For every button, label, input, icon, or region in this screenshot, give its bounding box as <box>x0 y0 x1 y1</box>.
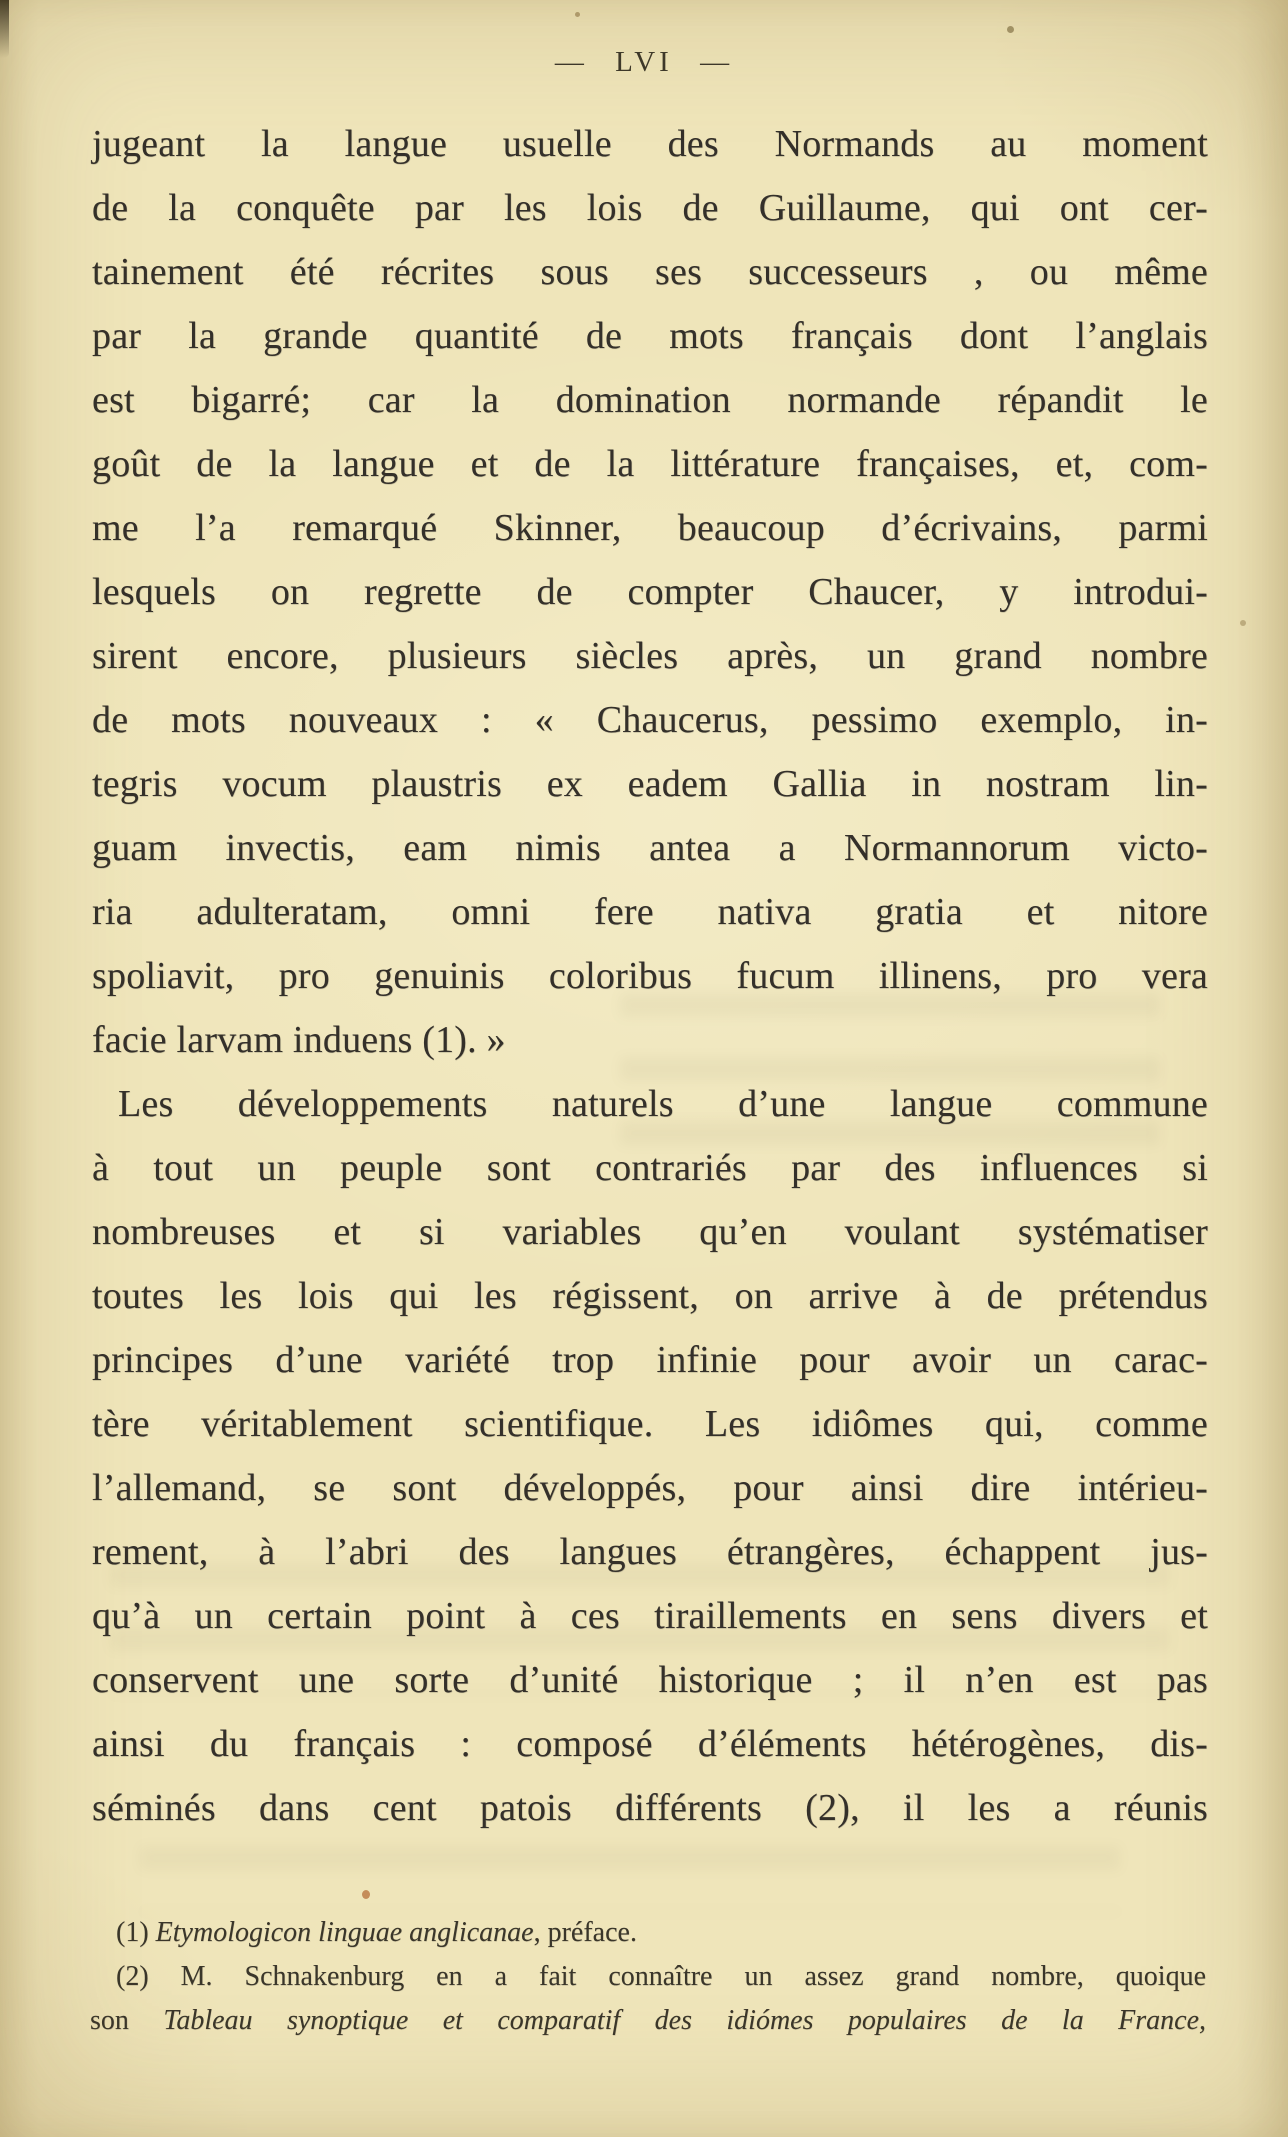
text-segment: (1) <box>116 1917 156 1948</box>
text-line: de mots nouveaux : « Chaucerus, pessimo exemplo, in- <box>92 699 1208 741</box>
paragraph <box>92 1072 1208 1840</box>
paper-speck <box>575 12 580 17</box>
text-segment: , préface. <box>533 1917 637 1948</box>
text-line: par la grande quantité de mots français dont l’anglais <box>92 315 1208 357</box>
paper-speck <box>362 1890 370 1899</box>
text-line: sirent encore, plusieurs siècles après, un grand nombre <box>92 635 1208 677</box>
text-line: conservent une sorte d’unité historique ; il n’en est pas <box>92 1659 1208 1701</box>
text-line: toutes les lois qui les régissent, on arrive à de prétendus <box>92 1275 1208 1317</box>
text-segment: (2) M. Schnakenburg en a fait connaître un assez grand nombre, quoique <box>116 1961 1206 1992</box>
text-line: spoliavit, pro genuinis coloribus fucum illinens, pro vera <box>92 955 1208 997</box>
text-line: lesquels on regrette de compter Chaucer, y introdui- <box>92 571 1208 613</box>
text-line: tère véritablement scientifique. Les idiômes qui, comme <box>92 1403 1208 1445</box>
footnote-line <box>90 1999 1206 2043</box>
text-segment: Tableau synoptique et comparatif des idiómes populaires de la France, <box>163 2005 1206 2036</box>
text-line: guam invectis, eam nimis antea a Normannorum victo- <box>92 827 1208 869</box>
paragraph <box>92 112 1208 1072</box>
text-line: nombreuses et si variables qu’en voulant systématiser <box>92 1211 1208 1253</box>
text-segment: son <box>90 2005 164 2036</box>
text-line: est bigarré; car la domination normande répandit le <box>92 379 1208 421</box>
ink-bleed-through <box>140 1828 1120 1913</box>
text-line: à tout un peuple sont contrariés par des influences si <box>92 1147 1208 1189</box>
main-text-block <box>92 112 1208 1840</box>
text-line: ainsi du français : composé d’éléments hétérogènes, dis- <box>92 1723 1208 1765</box>
paper-speck <box>1240 620 1246 626</box>
text-line: principes d’une variété trop infinie pour avoir un carac- <box>92 1339 1208 1381</box>
text-line: tainement été récrites sous ses successeurs , ou même <box>92 251 1208 293</box>
page-number-header: — LVI — <box>554 46 734 78</box>
text-line: ria adulteratam, omni fere nativa gratia et nitore <box>92 891 1208 933</box>
footnote-line <box>90 1955 1206 1999</box>
text-line: de la conquête par les lois de Guillaume, qui ont cer- <box>92 187 1208 229</box>
text-line: séminés dans cent patois différents (2), il les a réunis <box>92 1787 1208 1829</box>
text-line: rement, à l’abri des langues étrangères, échappent jus- <box>92 1531 1208 1573</box>
text-line: tegris vocum plaustris ex eadem Gallia in nostram lin- <box>92 763 1208 805</box>
text-line: jugeant la langue usuelle des Normands au moment <box>92 123 1208 165</box>
text-line: Les développements naturels d’une langue commune <box>118 1083 1208 1125</box>
paper-speck <box>1007 26 1014 33</box>
footnote-block <box>90 1911 1206 2043</box>
text-line: goût de la langue et de la littérature françaises, et, com- <box>92 443 1208 485</box>
text-line: facie larvam induens (1). » <box>92 1019 506 1061</box>
footnote-line <box>90 1911 1206 1955</box>
text-line: me l’a remarqué Skinner, beaucoup d’écrivains, parmi <box>92 507 1208 549</box>
text-line: qu’à un certain point à ces tiraillements en sens divers et <box>92 1595 1208 1637</box>
text-segment: Etymologicon linguae anglicanae <box>155 1917 534 1948</box>
text-line: l’allemand, se sont développés, pour ainsi dire intérieu- <box>92 1467 1208 1509</box>
